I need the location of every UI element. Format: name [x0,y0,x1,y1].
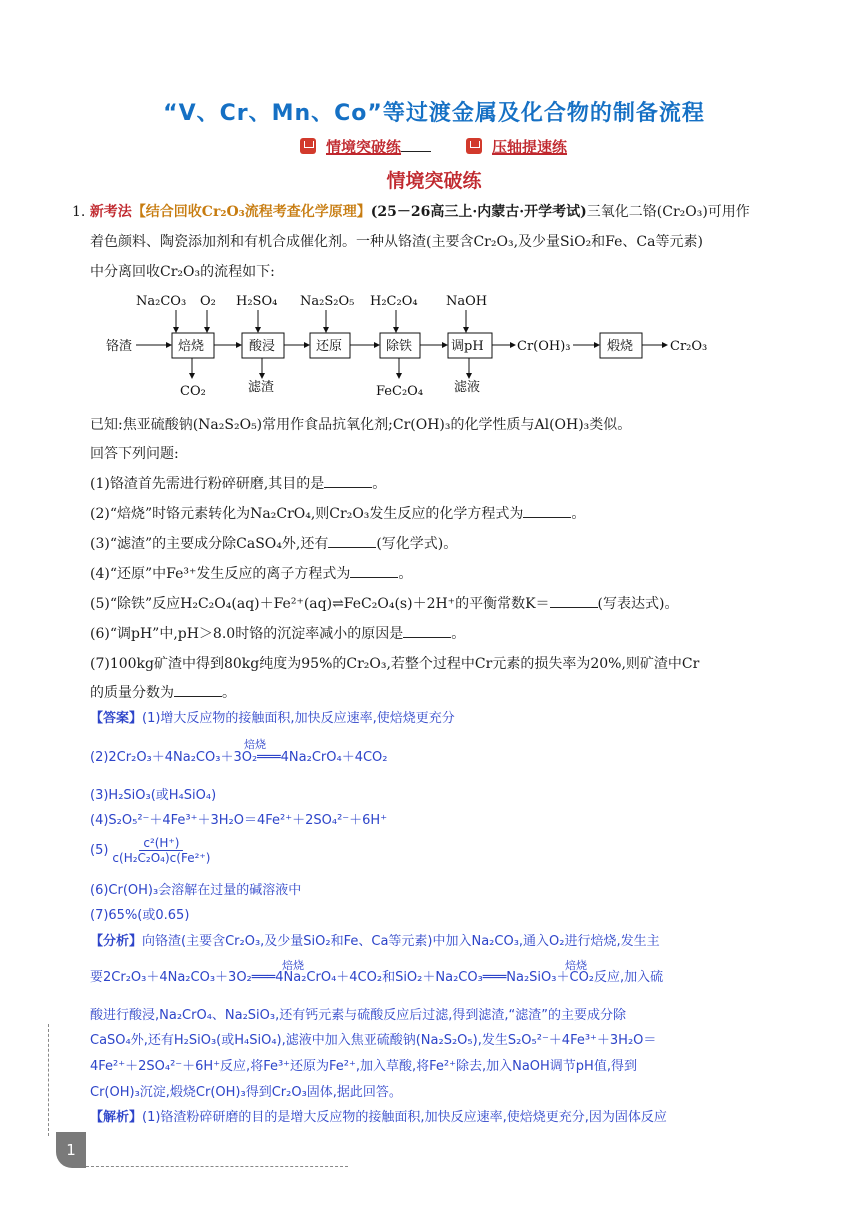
analysis-line-5: 4Fe²⁺＋2SO₄²⁻＋6H⁺反应,将Fe³⁺还原为Fe²⁺,加入草酸,将Fe²⁺除去,加入NaOH调节pH值,得到 [90,1059,637,1074]
analysis-line-4: CaSO₄外,还有H₂SiO₃(或H₄SiO₄),滤液中加入焦亚硫酸钠(Na₂S₂O₅),发生S₂O₅²⁻＋4Fe³⁺＋3H₂O＝ [90,1033,657,1048]
input-h2so4: H₂SO₄ [236,294,278,309]
analysis-condition-2: 焙烧 [565,959,587,972]
step-calcine: 煅烧 [607,339,634,354]
answer-7: (7)65%(或0.65) [90,908,190,923]
step-remove-iron: 除铁 [386,339,413,354]
input-naoh: NaOH [446,294,488,309]
answer-2: (2)2Cr₂O₃＋4Na₂CO₃＋3O₂═══4Na₂CrO₄＋4CO₂ [90,750,388,765]
sub-question-4: (4)“还原”中Fe³⁺发生反应的离子方程式为 。 [90,566,413,582]
analysis-line-1: 【分析】向铬渣(主要含Cr₂O₃,及少量SiO₂和Fe、Ca等元素)中加入Na₂CO₃,通入O₂进行焙烧,发生主 [90,934,660,949]
sub-question-5: (5)“除铁”反应H₂C₂O₄(aq)＋Fe²⁺(aq)⇌FeC₂O₄(s)＋2H⁺的平衡常数K＝ (写表达式)。 [90,596,679,612]
sub-question-2: (2)“焙烧”时铬元素转化为Na₂CrO₄,则Cr₂O₃发生反应的化学方程式为 。 [90,506,586,522]
book-icon [466,138,482,154]
output-fec2o4: FeC₂O₄ [376,384,424,399]
analysis-condition-1: 焙烧 [282,959,304,972]
analysis-line-2: 要2Cr₂O₃＋4Na₂CO₃＋3O₂═══4Na₂CrO₄＋4CO₂和SiO₂＋Na₂CO₃═══Na₂SiO₃＋CO₂反应,加入硫 [90,970,664,985]
input-o2: O₂ [200,294,216,309]
question-line-3: 中分离回收Cr₂O₃的流程如下: [90,264,275,280]
output-filter-residue: 滤渣 [248,380,275,395]
analysis-line-3: 酸进行酸浸,Na₂CrO₄、Na₂SiO₃,还有钙元素与硫酸反应后过滤,得到滤渣,“滤渣”的主要成分除 [90,1008,626,1023]
answer-2-condition: 焙烧 [244,738,266,751]
answer-prompt: 回答下列问题: [90,446,179,462]
answer-3: (3)H₂SiO₃(或H₄SiO₄) [90,788,217,803]
step-roast: 焙烧 [178,339,205,354]
sub-question-7: (7)100kg矿渣中得到80kg纯度为95%的Cr₂O₃,若整个过程中Cr元素的损失率为20%,则矿渣中Cr [90,656,700,672]
sub-question-3: (3)“滤渣”的主要成分除CaSO₄外,还有 (写化学式)。 [90,536,458,552]
known-info: 已知:焦亚硫酸钠(Na₂S₂O₅)常用作食品抗氧化剂;Cr(OH)₃的化学性质与Al(OH)₃类似。 [90,417,632,433]
flow-end-product: Cr₂O₃ [670,339,708,354]
flow-mid-product: Cr(OH)₃ [517,339,571,354]
answer-1: 【答案】(1)增大反应物的接触面积,加快反应速率,使焙烧更充分 [90,711,455,726]
step-reduce: 还原 [316,339,343,354]
question-line-1: 1. 新考法【结合回收Cr₂O₃流程考查化学原理】(25－26高三上·内蒙古·开学考试)三氧化二铬(Cr₂O₃)可用作 [72,204,750,220]
input-na2s2o5: Na₂S₂O₅ [300,294,355,309]
process-flow-diagram [100,288,740,400]
sub-question-7-cont: 的质量分数为 。 [90,685,236,701]
link-situation-practice[interactable]: 情境突破练 [300,136,431,157]
input-na2co3: Na₂CO₃ [136,294,187,309]
sub-question-6: (6)“调pH”中,pH＞8.0时铬的沉淀率减小的原因是 。 [90,626,466,642]
explanation-line-1: 【解析】(1)铬渣粉碎研磨的目的是增大反应物的接触面积,加快反应速率,使焙烧更充分,因为固体反应 [90,1110,667,1125]
sub-question-1: (1)铬渣首先需进行粉碎研磨,其目的是 。 [90,476,387,492]
answer-4: (4)S₂O₅²⁻＋4Fe³⁺＋3H₂O＝4Fe²⁺＋2SO₄²⁻＋6H⁺ [90,813,388,828]
section-heading: 情境突破练 [386,170,482,192]
analysis-line-6: Cr(OH)₃沉淀,煅烧Cr(OH)₃得到Cr₂O₃固体,据此回答。 [90,1085,402,1100]
link-final-speed-practice[interactable]: 压轴提速练 [466,136,567,157]
footer-dashed-line [86,1166,348,1167]
output-filtrate: 滤液 [454,380,481,395]
answer-5: (5) c²(H⁺) c(H₂C₂O₄)c(Fe²⁺) [90,836,211,865]
margin-dashed-line [48,1024,49,1136]
flow-start: 铬渣 [106,339,133,354]
step-acid-leach: 酸浸 [249,339,276,354]
step-adjust-ph: 调pH [451,339,484,354]
page-number: 1 [56,1132,86,1168]
book-icon [300,138,316,154]
input-h2c2o4: H₂C₂O₄ [370,294,418,309]
output-co2: CO₂ [180,384,206,399]
answer-6: (6)Cr(OH)₃会溶解在过量的碱溶液中 [90,883,302,898]
question-line-2: 着色颜料、陶瓷添加剂和有机合成催化剂。一种从铬渣(主要含Cr₂O₃,及少量SiO₂和Fe、Ca等元素) [90,234,703,250]
page-title: “V、Cr、Mn、Co”等过渡金属及化合物的制备流程 [163,101,705,126]
